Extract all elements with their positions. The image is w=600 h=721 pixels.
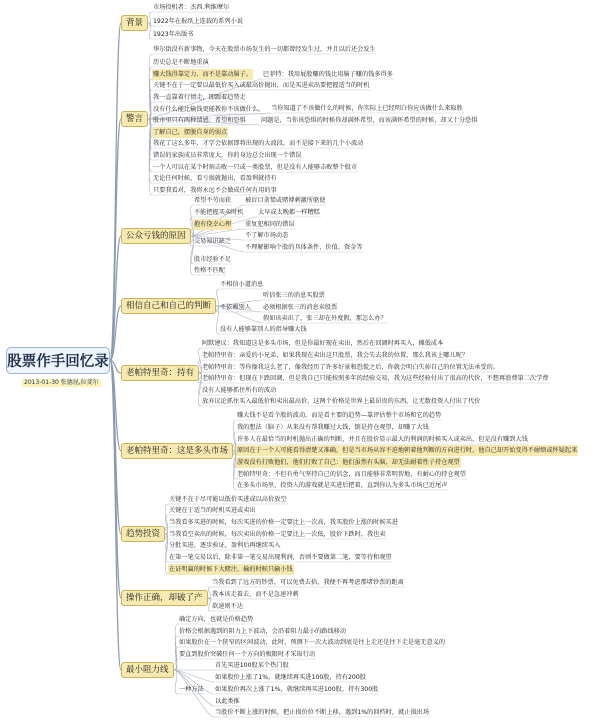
leaf-bankrupt-2: 我本该走着去，而不是急速冲刺: [212, 591, 299, 598]
root-topic[interactable]: 股票作手回忆录: [6, 347, 110, 374]
leaf-bull-4: 原因在于一个人可能看得清楚又准确，但是当市场从容不迫地朝着他判断的方向进行时，他自己却开始变得不耐烦或怀疑起来: [237, 447, 578, 454]
leaf-background-2: 1922年在报纸上连载的系列小说: [153, 18, 243, 25]
leaf-trust-3: 没有人能够靠别人的指导赚大钱: [220, 326, 307, 333]
branch-self-trust[interactable]: 相信自己和自己的判断: [121, 298, 216, 314]
leaf-trust-2a: 听信张三的消息买股票: [263, 292, 325, 299]
leaf-hold-2: 老帕特里奇：亲爱的小兄弟，如果我现在卖出这只股票，我会失去我的位置，那么我该上哪儿呢？: [202, 352, 469, 359]
leaf-warnings-5: 我一直靠着行情走，即跟着趋势走: [153, 94, 246, 101]
leaf-warnings-2: 历史总是不断地重演: [153, 59, 209, 66]
leaf-bull-3: 许多人在最恰当的时机抛出正确的判断，并且在股价显示最大的利润的时候买入或卖出，但是没有赚到大钱: [237, 436, 528, 443]
leaf-resist-5e: 当股价不断上涨的时候，把止损价位不断上移，遇到1%的回档时，就止损出场: [215, 709, 430, 716]
branch-warnings[interactable]: 警言: [121, 111, 148, 127]
leaf-resist-5a: 首先买进100股某个热门股: [215, 662, 289, 669]
leaf-resist-4: 要直到股价突破任何一个方向的极限时才采取行动: [179, 651, 316, 658]
leaf-trend-5: 分批买进，逐步验证，盈利后再继续买入: [169, 542, 281, 549]
leaf-warnings-7a: 问题是，当你该恐惧的时候你却满怀希望，而该满怀希望的时候，却又十分恐惧: [261, 117, 478, 124]
leaf-hold-4: 老帕特里奇：但现在下跌回调，但是我自己只能按照多年的经验交易，我为这些经验付出了很高的代价，不想再浪费第二次学费: [202, 375, 549, 382]
leaf-trust-2c: 假如该卖出了，张三却在外度假，那怎么办？: [263, 315, 387, 322]
leaf-bull-7: 在多头市场里，投资人的游戏就是买进后把着，直到你认为多头市场已近尾声: [237, 482, 448, 489]
leaf-warnings-9: 我花了这么多年，才学会依据即将出现的大波段，而不是接下来的几个小波动: [153, 140, 364, 147]
leaf-warnings-11: 一个人可以在某个时刻击败一只或一类股票，但是没有人能够击败整个股市: [153, 164, 358, 171]
leaf-trust-2b: 必须根据张三的消息卖股票: [263, 304, 338, 311]
leaf-warnings-3: 赚大钱得靠定力，而不是靠动脑子。: [153, 71, 252, 78]
leaf-loss-5: 股市经验不足: [194, 256, 232, 263]
leaf-trend-4: 当我看空卖出的时候，每次卖出的价格一定要比上一次低，股价下跌时，我也卖: [169, 531, 386, 538]
leaf-loss-3: 抱有侥幸心理: [194, 221, 232, 228]
leaf-resist-5b: 如果股价上涨了1%，就继续再买进100股，持有200股: [215, 674, 366, 681]
leaf-loss-1a: 被盲目贪婪或赌博刺激所驱使: [245, 197, 326, 204]
leaf-warnings-12: 无论任何时候，看亏损就抛出，看盈利就持有: [153, 175, 277, 182]
leaf-trend-1: 关键不在于尽可能以低价买进或以高价放空: [169, 496, 287, 503]
leaf-resist-5c: 如果股价再次上涨了1%，就继续再买进100股，持有300股: [215, 686, 379, 693]
leaf-bull-1: 赚大钱不是看个股的波动，而是看主要的趋势—靠评估整个市场和它的趋势: [237, 412, 442, 419]
leaf-loss-6: 性格不匹配: [194, 267, 225, 274]
leaf-resist-3: 如果股价在一个狭窄的区间波动，此时，预测下一次大波动到底是往上走还是往下走是毫无意义的: [179, 639, 446, 646]
leaf-resist-2: 价格会根据遇到的阻力上下波动，会沿着阻力最小的路线移动: [179, 628, 347, 635]
leaf-loss-3a: 重复犯相同的错误: [245, 221, 295, 228]
leaf-trust-1: 不相信小道消息: [220, 281, 264, 288]
leaf-trust-2: 不依赖别人: [220, 304, 251, 311]
leaf-resist-1: 确定方向，也就是价格趋势: [179, 616, 254, 623]
leaf-bankrupt-3: 欲速则不达: [212, 603, 243, 610]
leaf-warnings-1: 华尔街没有新事物，今天在股票市场发生的一切都曾经发生过，并且以后还会发生: [153, 46, 376, 53]
branch-trend-investing[interactable]: 趋势投资: [121, 526, 165, 542]
leaf-resist-5: 一种方法: [179, 686, 204, 693]
leaf-warnings-3a: 巴菲特：我用屁股赚的钱比用脑子赚的钱多得多: [263, 71, 393, 78]
leaf-resist-5d: 以此类推: [215, 698, 240, 705]
root-date: 2013-01-30 张德昆,拉斐尔: [24, 379, 99, 386]
leaf-warnings-7: 股市里只有两种情感：希望和恐惧: [153, 117, 246, 124]
leaf-loss-2a: 太早或太晚都一样糟糕: [258, 209, 320, 216]
leaf-background-1: 市场投机者：杰西.利维摩尔: [153, 4, 230, 11]
branch-min-resistance[interactable]: 最小阻力线: [121, 662, 174, 678]
leaf-loss-2: 不能把握买卖时机: [194, 209, 244, 216]
branch-patridge-hold[interactable]: 老帕特里奇：持有: [121, 365, 199, 381]
leaf-warnings-13: 只要我看对，我将永远不会做成任何有用的事: [153, 187, 277, 194]
leaf-warnings-4: 关键不在于一定要以最低价买入或最高价抛出，而是买进卖出要把握适当的时机: [153, 82, 370, 89]
leaf-bankrupt-1: 当我看到了远方的钞票，可以免费去拾，我便不再考虑那堵钞票的距离: [212, 579, 404, 586]
leaf-bull-6: 老帕特里奇：不但有勇气坚持自己的信念，而且能够非常明智地、有耐心的持仓观望: [237, 471, 466, 478]
leaf-loss-4b: 不理解影响个股的具体条件、价值、资金等: [245, 244, 363, 251]
branch-bull-market[interactable]: 老帕特里奇：这是多头市场: [121, 443, 233, 459]
leaf-hold-3: 老帕特里奇：等你像我这么老了，像我经历了许多好景和恐慌之后，你就会明白失掉自己的位置无法承受的。: [202, 364, 499, 371]
leaf-background-3: 1923年出版书: [153, 31, 194, 38]
branch-public-loss[interactable]: 公众亏钱的原因: [121, 228, 191, 244]
leaf-hold-5: 没有人能够抓住所有的波动: [202, 387, 277, 394]
leaf-loss-4a: 不了解市场动态: [245, 232, 289, 239]
leaf-hold-1: 阿默建议：我知道这是多头市场，但是你最好现在卖出，然后在回调时再买入，摊低成本: [202, 340, 444, 347]
leaf-warnings-6: 没有什么能比输钱更能教你不该做什么。: [153, 106, 265, 113]
leaf-trend-3: 当我看多买进的时候，每次买进的价格一定要比上一次高，我买股价上涨的时候买进: [169, 519, 398, 526]
leaf-bull-2: 我的想法（脑子）从来没有帮我赚过大钱，倒是持仓观望，却赚了大钱: [237, 424, 429, 431]
leaf-warnings-6a: 当你知道了不该做什么的时候，你实际上已经明白你应该做什么来取胜: [271, 105, 463, 112]
leaf-trend-6: 在第一笔交易以后，除非第一笔交易出现利润，否则不要做第二笔，要等待和观望: [169, 554, 392, 561]
leaf-hold-6: 放弃议论抓住买入最低价和卖出最高价，这两个价格是世界上最昂贵的东西，让无数投资人付出了代价: [202, 398, 481, 405]
branch-background[interactable]: 背景: [121, 15, 148, 31]
leaf-trend-7: 在证明赢的时候下大赌注，输的时候只输小钱: [169, 566, 293, 573]
branch-bankrupt[interactable]: 操作正确，却破了产: [121, 590, 208, 606]
leaf-bull-5: 游戏没有打败他们，他们打败了自己：他们虽然有头脑，却无法耐着性子持仓观望: [237, 459, 460, 466]
leaf-warnings-10: 错误的家族成员非常庞大，你的身边总会出现一个错误: [153, 152, 302, 159]
leaf-loss-1: 希望不劳而获: [194, 197, 232, 204]
leaf-loss-4: 交易知识缺乏: [194, 238, 232, 245]
leaf-trend-2: 关键在于适当的时机买进或卖出: [169, 507, 256, 514]
leaf-warnings-8: 了解自己，摆脱自身的弱点: [153, 129, 228, 136]
